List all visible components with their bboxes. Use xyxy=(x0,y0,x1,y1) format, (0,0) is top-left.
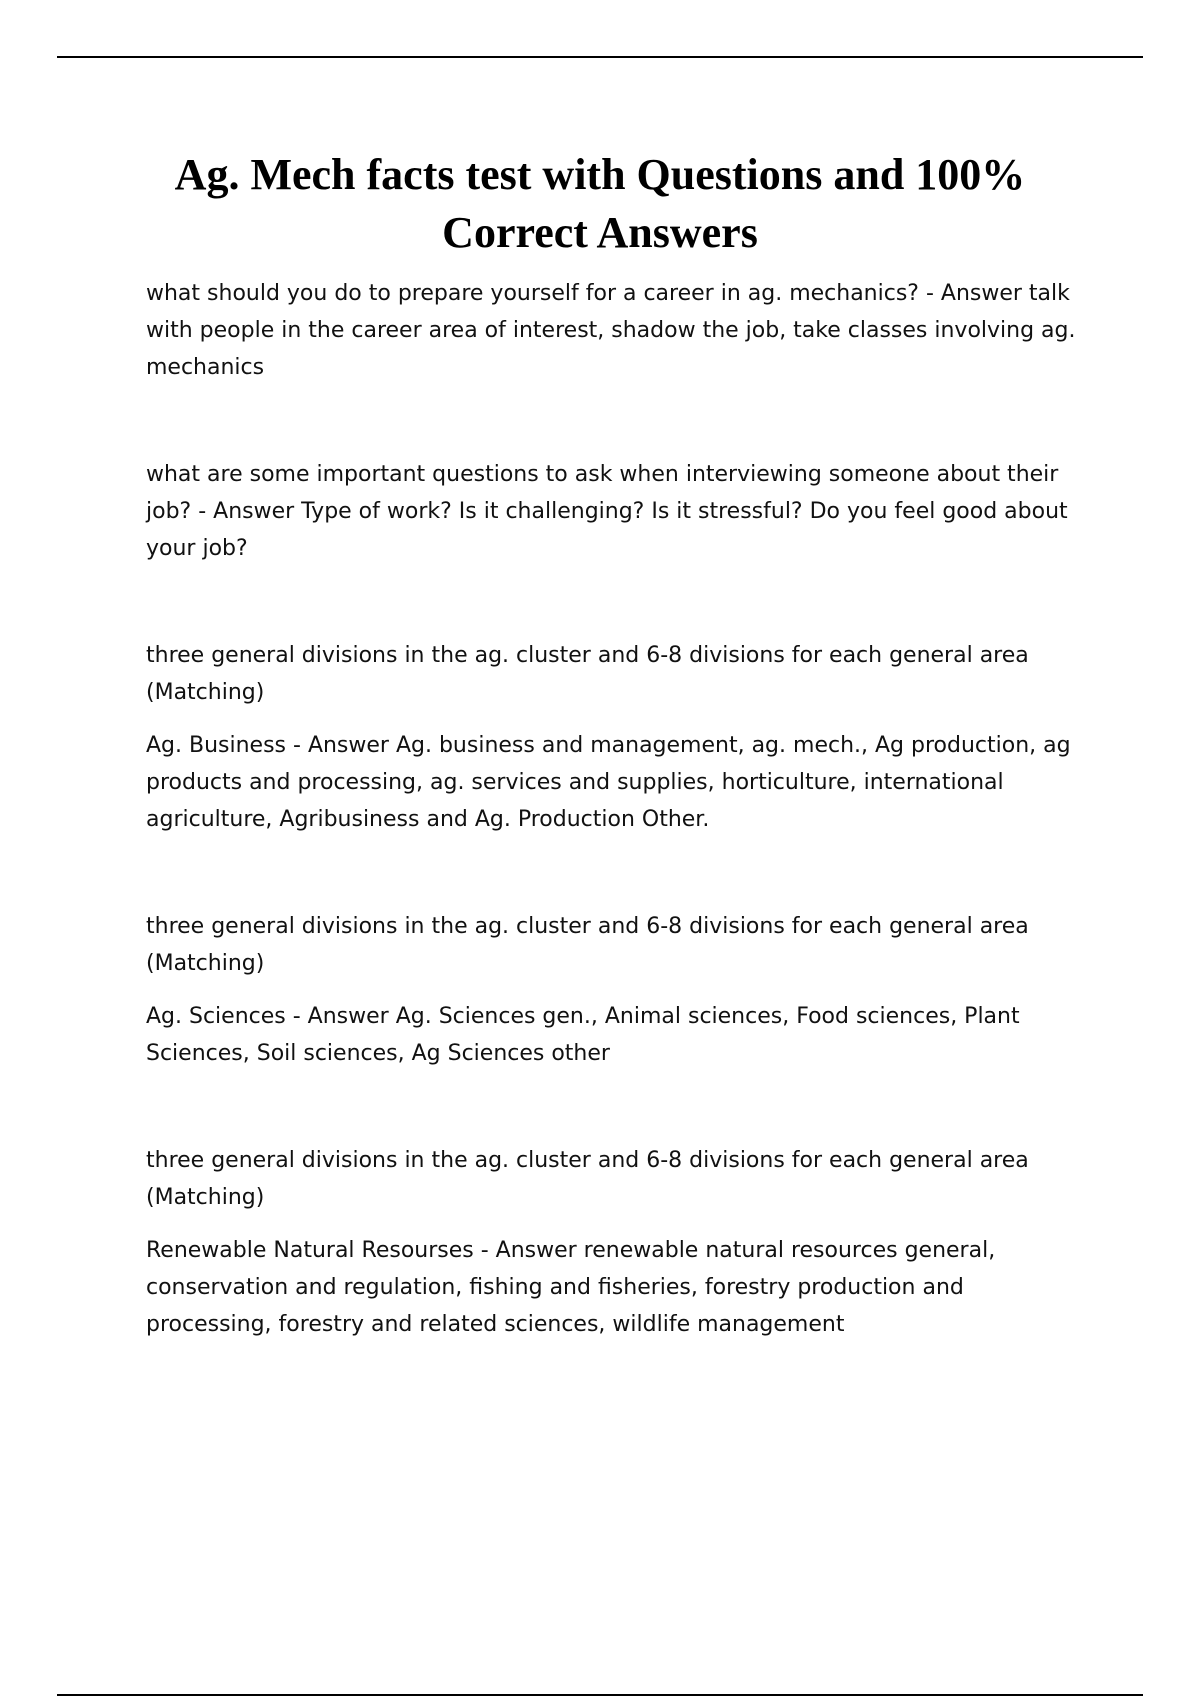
qa-heading: three general divisions in the ag. cluster and 6-8 divisions for each general area (Matching) xyxy=(146,1148,1029,1210)
bottom-rule xyxy=(57,1694,1143,1696)
qa-heading: three general divisions in the ag. cluster and 6-8 divisions for each general area (Matching) xyxy=(146,914,1029,976)
qa-entry-1 xyxy=(146,275,1076,386)
qa-heading: three general divisions in the ag. cluster and 6-8 divisions for each general area (Matching) xyxy=(146,643,1029,705)
qa-text: what are some important questions to ask when interviewing someone about their job? - Answer Type of work? Is it challenging? Is it stressful? Do you feel good about your job? xyxy=(146,462,1068,561)
top-rule xyxy=(57,56,1143,58)
page-title xyxy=(0,146,1200,262)
qa-text: Ag. Sciences - Answer Ag. Sciences gen., Animal sciences, Food sciences, Plant Sciences, Soil sciences, Ag Sciences other xyxy=(146,1004,1020,1066)
qa-entry-3 xyxy=(146,637,1076,838)
qa-text: what should you do to prepare yourself for a career in ag. mechanics? - Answer talk with people in the career area of interest, shadow the job, take classes involving ag. mechanics xyxy=(146,281,1076,380)
qa-text: Renewable Natural Resourses - Answer renewable natural resources general, conservation and regulation, fishing and fisheries, forestry production and processing, forestry and related sciences, wildlife management xyxy=(146,1238,996,1337)
page-title-line-2: Correct Answers xyxy=(442,208,758,257)
qa-entry-4 xyxy=(146,908,1076,1072)
qa-list xyxy=(146,275,1076,1343)
qa-entry-5 xyxy=(146,1142,1076,1343)
page-title-line-1: Ag. Mech facts test with Questions and 100% xyxy=(174,150,1026,199)
qa-text: Ag. Business - Answer Ag. business and management, ag. mech., Ag production, ag products and processing, ag. services and supplies, horticulture, international agriculture, Agribusiness and Ag. Production Other. xyxy=(146,733,1071,832)
qa-entry-2 xyxy=(146,456,1076,567)
